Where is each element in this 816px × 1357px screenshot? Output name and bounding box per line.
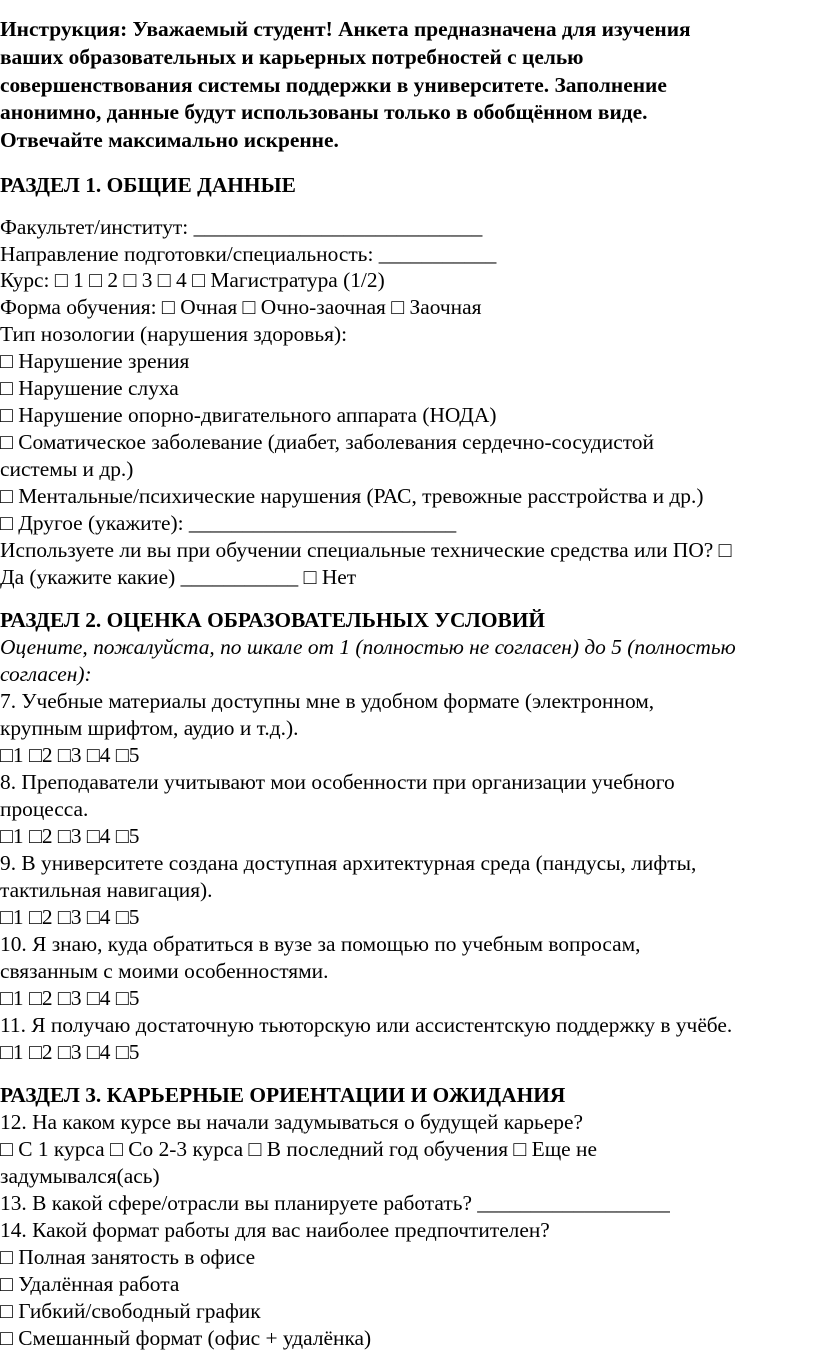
assistive-tech-answers: Да (укажите какие) ___________ □ Нет: [0, 565, 357, 589]
section-1-title: РАЗДЕЛ 1. ОБЩИЕ ДАННЫЕ: [0, 173, 296, 197]
section-2-title: РАЗДЕЛ 2. ОЦЕНКА ОБРАЗОВАТЕЛЬНЫХ УСЛОВИЙ: [0, 608, 546, 632]
scale-note-line-1: Оцените, пожалуйста, по шкале от 1 (полностью не согласен) до 5 (полностью: [0, 635, 736, 659]
question-9-cont: тактильная навигация).: [0, 878, 213, 902]
instruction-line-1: Инструкция: Уважаемый студент! Анкета предназначена для изучения: [0, 17, 691, 41]
question-9: 9. В университете создана доступная архитектурная среда (пандусы, лифты,: [0, 851, 697, 875]
option-hybrid: □ Смешанный формат (офис + удалёнка): [0, 1326, 372, 1350]
question-11-scale: □1 □2 □3 □4 □5: [0, 1040, 140, 1064]
question-8: 8. Преподаватели учитывают мои особенности при организации учебного: [0, 770, 675, 794]
option-other: □ Другое (укажите): _________________________: [0, 511, 457, 535]
option-mental: □ Ментальные/психические нарушения (РАС, тревожные расстройства и др.): [0, 484, 704, 508]
option-vision: □ Нарушение зрения: [0, 349, 190, 373]
nosology-label: Тип нозологии (нарушения здоровья):: [0, 322, 348, 346]
instruction-line-3: совершенствования системы поддержки в университете. Заполнение: [0, 73, 667, 97]
option-hearing: □ Нарушение слуха: [0, 376, 179, 400]
faculty-field: Факультет/институт: ___________________________: [0, 215, 483, 239]
question-12: 12. На каком курсе вы начали задумываться о будущей карьере?: [0, 1110, 583, 1134]
question-10: 10. Я знаю, куда обратиться в вузе за помощью по учебным вопросам,: [0, 932, 641, 956]
question-8-cont: процесса.: [0, 797, 89, 821]
question-10-scale: □1 □2 □3 □4 □5: [0, 986, 140, 1010]
question-7-cont: крупным шрифтом, аудио и т.д.).: [0, 716, 299, 740]
instruction-line-2: ваших образовательных и карьерных потребностей с целью: [0, 45, 584, 69]
question-10-cont: связанным с моими особенностями.: [0, 959, 329, 983]
question-13: 13. В какой сфере/отрасли вы планируете работать? __________________: [0, 1191, 670, 1215]
question-7-scale: □1 □2 □3 □4 □5: [0, 743, 140, 767]
instruction-line-4: анонимно, данные будут использованы только в обобщённом виде.: [0, 100, 648, 124]
option-somatic-cont: системы и др.): [0, 457, 134, 481]
scale-note-line-2: согласен):: [0, 662, 92, 686]
option-remote: □ Удалённая работа: [0, 1272, 180, 1296]
section-3-title: РАЗДЕЛ 3. КАРЬЕРНЫЕ ОРИЕНТАЦИИ И ОЖИДАНИЯ: [0, 1083, 566, 1107]
course-options: Курс: □ 1 □ 2 □ 3 □ 4 □ Магистратура (1/2): [0, 268, 385, 292]
study-form-options: Форма обучения: □ Очная □ Очно-заочная □ Заочная: [0, 295, 482, 319]
question-14: 14. Какой формат работы для вас наиболее предпочтителен?: [0, 1218, 550, 1242]
option-musculoskeletal: □ Нарушение опорно-двигательного аппарата (НОДА): [0, 403, 497, 427]
option-flexible: □ Гибкий/свободный график: [0, 1299, 261, 1323]
instruction-line-5: Отвечайте максимально искренне.: [0, 128, 339, 152]
specialty-field: Направление подготовки/специальность: ___________: [0, 242, 497, 266]
question-11: 11. Я получаю достаточную тьюторскую или ассистентскую поддержку в учёбе.: [0, 1013, 733, 1037]
question-7: 7. Учебные материалы доступны мне в удобном формате (электронном,: [0, 689, 655, 713]
option-somatic: □ Соматическое заболевание (диабет, заболевания сердечно-сосудистой: [0, 430, 654, 454]
question-12-options: □ С 1 курса □ Со 2-3 курса □ В последний год обучения □ Еще не: [0, 1137, 597, 1161]
question-8-scale: □1 □2 □3 □4 □5: [0, 824, 140, 848]
option-office: □ Полная занятость в офисе: [0, 1245, 256, 1269]
question-9-scale: □1 □2 □3 □4 □5: [0, 905, 140, 929]
question-12-options-cont: задумывался(ась): [0, 1164, 160, 1188]
assistive-tech-question: Используете ли вы при обучении специальные технические средства или ПО? □: [0, 538, 732, 562]
